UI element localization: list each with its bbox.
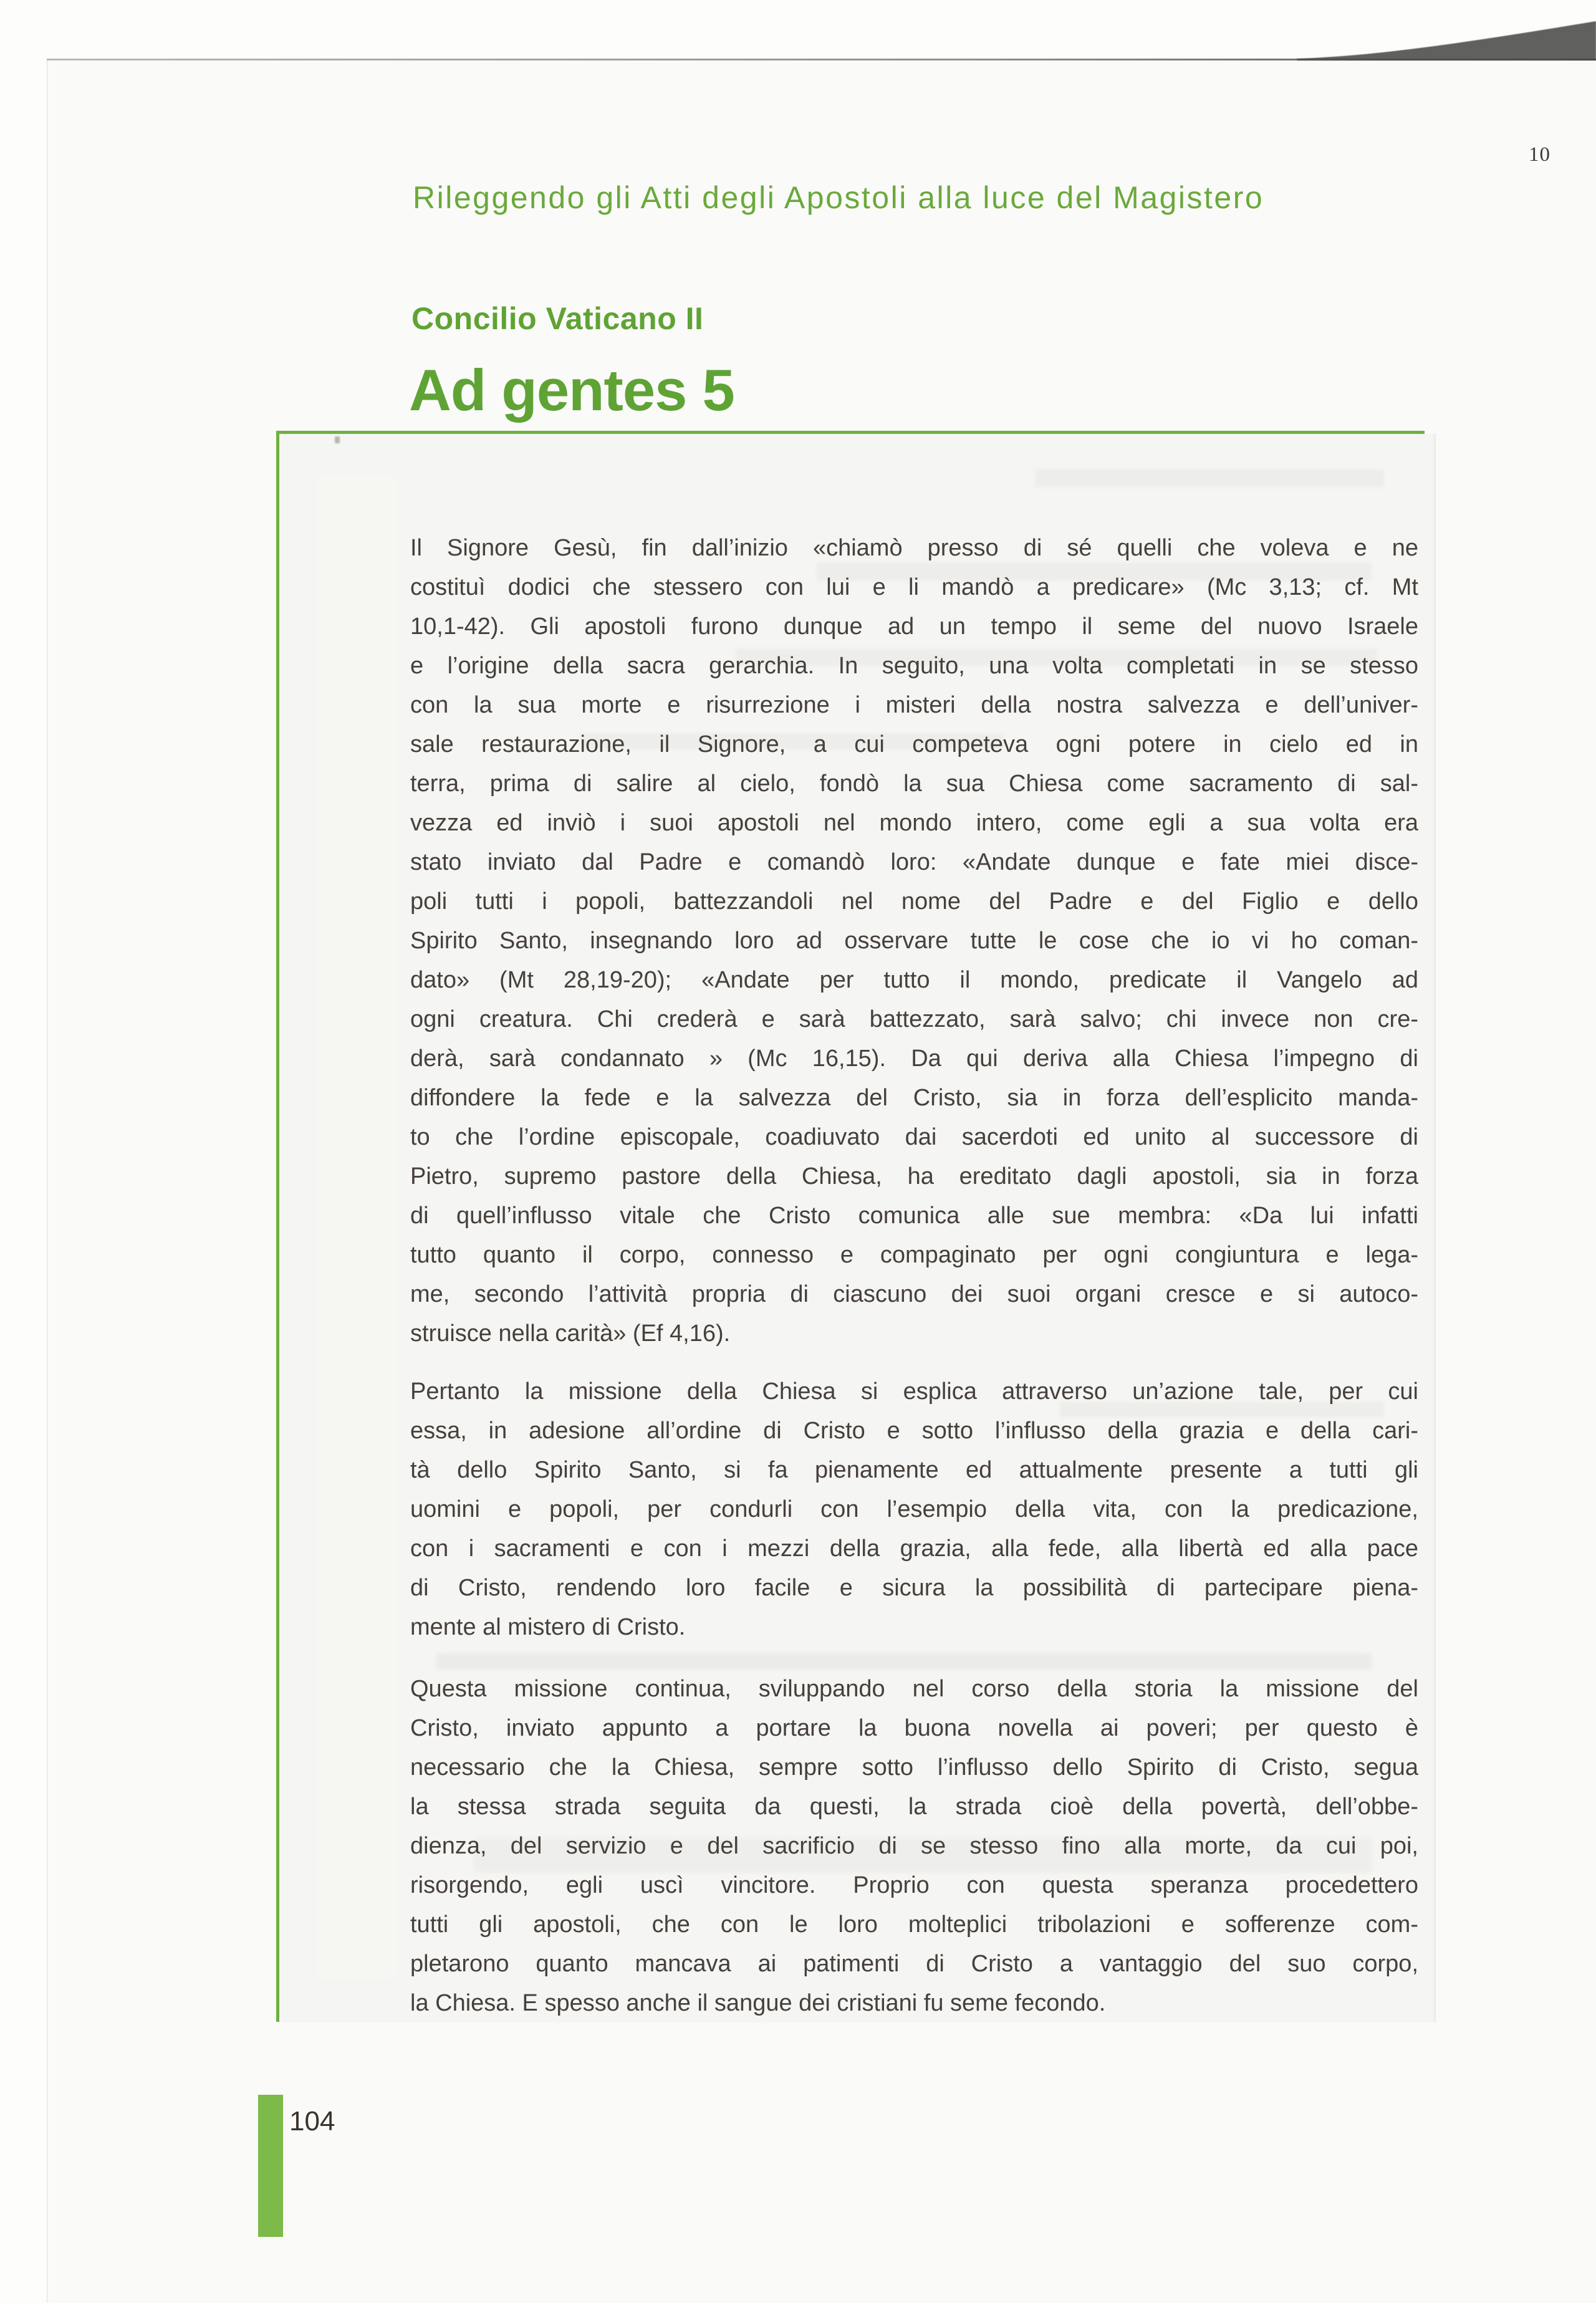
page-number-bottom: 104 bbox=[289, 2106, 335, 2137]
paragraph bbox=[410, 1372, 1418, 1647]
text-line: tà dello Spirito Santo, si fa pienamente ed attualmente presente a tutti gli bbox=[410, 1457, 1418, 1483]
text-line: tutti gli apostoli, che con le loro molteplici tribolazioni e sofferenze com- bbox=[410, 1911, 1418, 1938]
text-line: to che l’ordine episcopale, coadiuvato dai sacerdoti ed unito al successore di bbox=[410, 1124, 1418, 1150]
text-line: struisce nella carità» (Ef 4,16). bbox=[410, 1320, 731, 1347]
text-line: stato inviato dal Padre e comandò loro: «Andate dunque e fate miei disce- bbox=[410, 849, 1418, 875]
text-line: con la sua morte e risurrezione i misteri della nostra salvezza e dell’univer- bbox=[410, 692, 1418, 718]
text-line: terra, prima di salire al cielo, fondò la sua Chiesa come sacramento di sal- bbox=[410, 771, 1418, 797]
text-line: sale restaurazione, il Signore, a cui competeva ogni potere in cielo ed in bbox=[410, 731, 1418, 757]
text-line: uomini e popoli, per condurli con l’esempio della vita, con la predicazione, bbox=[410, 1496, 1418, 1522]
text-line: e l’origine della sacra gerarchia. In seguito, una volta completati in se stesso bbox=[410, 653, 1418, 679]
page-number-top: 10 bbox=[1529, 143, 1550, 166]
text-line: pletarono quanto mancava ai patimenti di Cristo a vantaggio del suo corpo, bbox=[410, 1951, 1418, 1977]
text-line: essa, in adesione all’ordine di Cristo e sotto l’influsso della grazia e della cari- bbox=[410, 1418, 1418, 1444]
article-kicker: Concilio Vaticano II bbox=[411, 301, 704, 336]
text-line: 10,1-42). Gli apostoli furono dunque ad un tempo il seme del nuovo Israele bbox=[410, 613, 1418, 640]
article-title: Ad gentes 5 bbox=[409, 357, 734, 423]
text-line: risorgendo, egli uscì vincitore. Proprio con questa speranza procedettero bbox=[410, 1872, 1418, 1898]
text-line: di quell’influsso vitale che Cristo comunica alle sue membra: «Da lui infatti bbox=[410, 1203, 1418, 1229]
text-line: Spirito Santo, insegnando loro ad osservare tutte le cose che io vi ho coman- bbox=[410, 928, 1418, 954]
text-line: la Chiesa. E spesso anche il sangue dei cristiani fu seme fecondo. bbox=[410, 1990, 1106, 2016]
content-box-right-edge bbox=[1434, 434, 1436, 2022]
text-line: poli tutti i popoli, battezzandoli nel nome del Padre e del Figlio e dello bbox=[410, 888, 1418, 915]
text-line: derà, sarà condannato » (Mc 16,15). Da qui deriva alla Chiesa l’impegno di bbox=[410, 1046, 1418, 1072]
footer-green-bar bbox=[258, 2095, 283, 2237]
text-line: Il Signore Gesù, fin dall’inizio «chiamò presso di sé quelli che voleva e ne bbox=[410, 535, 1418, 561]
text-line: Pietro, supremo pastore della Chiesa, ha ereditato dagli apostoli, sia in forza bbox=[410, 1163, 1418, 1190]
text-line: la stessa strada seguita da questi, la strada cioè della povertà, dell’obbe- bbox=[410, 1794, 1418, 1820]
text-line: diffondere la fede e la salvezza del Cristo, sia in forza dell’esplicito manda- bbox=[410, 1085, 1418, 1111]
scan-corner-shadow bbox=[1297, 0, 1596, 62]
text-line: Cristo, inviato appunto a portare la buona novella ai poveri; per questo è bbox=[410, 1715, 1418, 1741]
text-line: costituì dodici che stessero con lui e li mandò a predicare» (Mc 3,13; cf. Mt bbox=[410, 574, 1418, 600]
paragraph bbox=[410, 529, 1418, 1353]
content-box-top-rule bbox=[276, 431, 1425, 434]
text-line: dienza, del servizio e del sacrificio di se stesso fino alla morte, da cui poi, bbox=[410, 1833, 1418, 1859]
section-header-title: Rileggendo gli Atti degli Apostoli alla luce del Magistero bbox=[413, 180, 1264, 215]
body-text bbox=[410, 529, 1418, 2023]
text-line: di Cristo, rendendo loro facile e sicura la possibilità di partecipare piena- bbox=[410, 1575, 1418, 1601]
text-line: mente al mistero di Cristo. bbox=[410, 1614, 686, 1640]
text-line: tutto quanto il corpo, connesso e compaginato per ogni congiuntura e lega- bbox=[410, 1242, 1418, 1268]
text-line: Pertanto la missione della Chiesa si esplica attraverso un’azione tale, per cui bbox=[410, 1378, 1418, 1405]
text-line: vezza ed inviò i suoi apostoli nel mondo intero, come egli a sua volta era bbox=[410, 810, 1418, 836]
paragraph bbox=[410, 1670, 1418, 2023]
text-line: ogni creatura. Chi crederà e sarà battezzato, sarà salvo; chi invece non cre- bbox=[410, 1006, 1418, 1032]
text-line: con i sacramenti e con i mezzi della grazia, alla fede, alla libertà ed alla pace bbox=[410, 1536, 1418, 1562]
text-line: dato» (Mt 28,19-20); «Andate per tutto il mondo, predicate il Vangelo ad bbox=[410, 967, 1418, 993]
content-box-left-rule bbox=[276, 431, 279, 2022]
text-line: Questa missione continua, sviluppando nel corso della storia la missione del bbox=[410, 1676, 1418, 1702]
text-line: necessario che la Chiesa, sempre sotto l’influsso dello Spirito di Cristo, segua bbox=[410, 1754, 1418, 1781]
text-line: me, secondo l’attività propria di ciascuno dei suoi organi cresce e si autoco- bbox=[410, 1281, 1418, 1307]
